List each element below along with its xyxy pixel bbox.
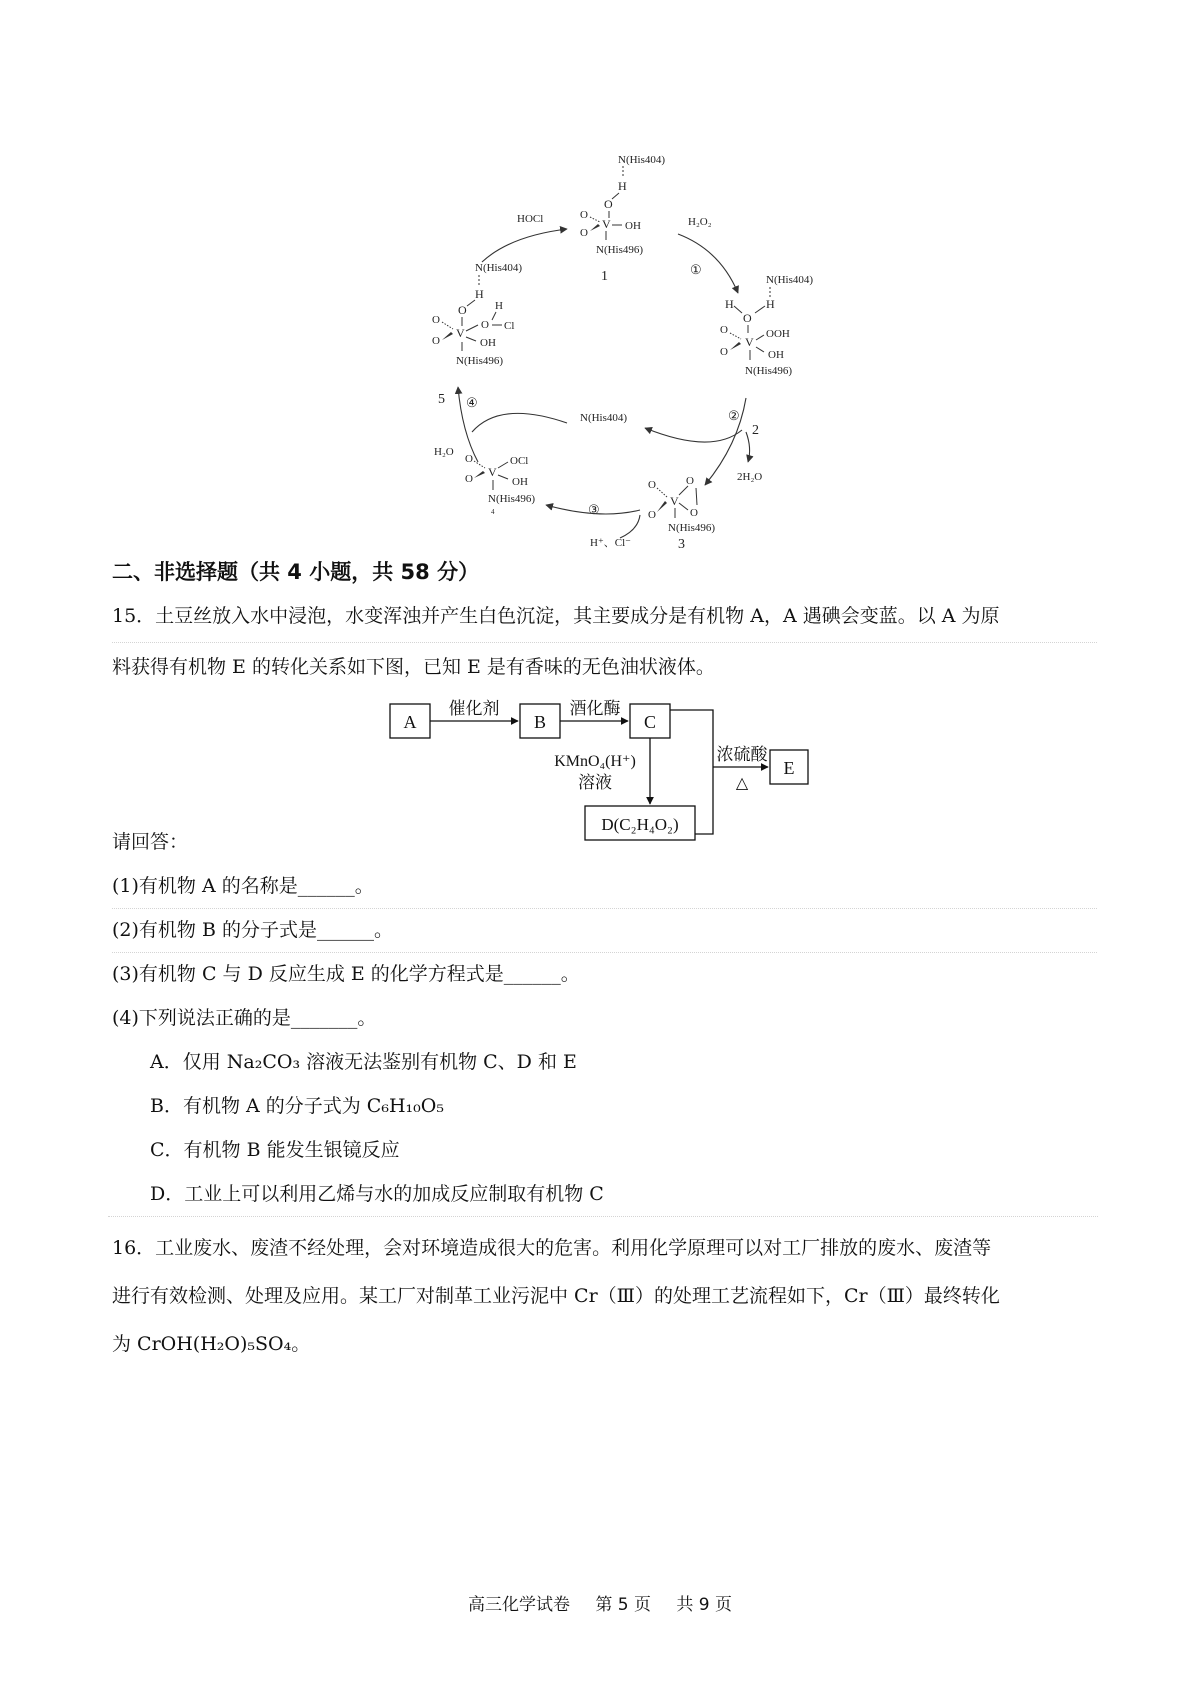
structure-1 xyxy=(580,154,665,284)
node-a: A xyxy=(403,712,417,732)
q15-sub3: (3)有机物 C 与 D 反应生成 E 的化学方程式是______。 xyxy=(112,963,580,985)
svg-text:V: V xyxy=(488,465,497,479)
step-1: ① xyxy=(690,262,702,277)
o-atom: O xyxy=(604,197,613,211)
h2o-label: H₂O xyxy=(434,446,454,458)
label-1: 1 xyxy=(601,269,608,284)
v-atom: V xyxy=(602,217,611,231)
q15-sub2: (2)有机物 B 的分子式是______。 xyxy=(112,908,1097,953)
svg-text:O: O xyxy=(743,311,752,325)
svg-text:Cl: Cl xyxy=(504,320,515,332)
q15-sub4: (4)下列说法正确的是_______。 xyxy=(112,1007,377,1029)
svg-text:O: O xyxy=(580,227,588,239)
svg-text:V: V xyxy=(670,494,679,508)
label-4: 4 xyxy=(491,508,495,516)
label-3: 3 xyxy=(678,537,685,552)
structure-2 xyxy=(720,274,813,377)
svg-text:N(His496): N(His496) xyxy=(488,493,536,505)
label-2: 2 xyxy=(752,423,759,438)
arrow-bc-label: 酒化酶 xyxy=(569,699,621,718)
svg-text:O: O xyxy=(432,314,440,326)
svg-text:O: O xyxy=(648,479,656,491)
q16-line1: 16．工业废水、废渣不经处理，会对环境造成很大的危害。利用化学原理可以对工厂排放的废水、废渣等 xyxy=(112,1237,992,1259)
structure-3 xyxy=(648,475,715,552)
svg-text:V: V xyxy=(456,326,465,340)
arrow-ab-label: 催化剂 xyxy=(448,699,500,718)
svg-text:OH: OH xyxy=(512,476,528,488)
footer-page: 第 5 页 xyxy=(595,1595,651,1615)
svg-text:N(His496): N(His496) xyxy=(456,355,504,367)
svg-text:H: H xyxy=(475,287,484,301)
svg-text:O: O xyxy=(690,507,698,519)
h-cl-label: H⁺、Cl⁻ xyxy=(590,537,631,549)
svg-text:O: O xyxy=(720,324,728,336)
svg-text:O: O xyxy=(481,319,489,331)
svg-text:OCl: OCl xyxy=(510,455,529,467)
node-e: E xyxy=(783,758,795,778)
please-answer: 请回答： xyxy=(112,831,189,853)
svg-text:OH: OH xyxy=(768,349,784,361)
q15-option-a: A．仅用 Na₂CO₃ 溶液无法鉴别有机物 C、D 和 E xyxy=(150,1051,577,1073)
his404-released-label: N(His404) xyxy=(580,412,628,424)
step-4: ④ xyxy=(466,395,478,410)
two-h2o-label: 2H₂O xyxy=(737,471,763,483)
his404-label: N(His404) xyxy=(618,154,666,166)
q15-option-d: D．工业上可以利用乙烯与水的加成反应制取有机物 C xyxy=(150,1183,604,1205)
h-atom: H xyxy=(618,179,627,193)
q15-option-b: B．有机物 A 的分子式为 C₆H₁₀O₅ xyxy=(150,1095,444,1117)
q15-option-c: C．有机物 B 能发生银镜反应 xyxy=(150,1139,400,1161)
node-c: C xyxy=(643,712,657,732)
svg-text:O: O xyxy=(458,303,467,317)
page-footer xyxy=(0,1590,1200,1615)
h2o2-label: H₂O₂ xyxy=(688,216,712,228)
step-2: ② xyxy=(728,408,740,423)
separator xyxy=(108,1216,1098,1217)
svg-text:N(His404): N(His404) xyxy=(766,274,814,286)
svg-text:H: H xyxy=(725,297,734,311)
structure-4 xyxy=(465,453,535,516)
svg-text:O: O xyxy=(720,346,728,358)
svg-text:O: O xyxy=(432,335,440,347)
step-3: ③ xyxy=(588,502,600,517)
node-d: D(C₂H₄O₂) xyxy=(601,815,679,834)
svg-text:N(His404): N(His404) xyxy=(475,262,523,274)
svg-text:O: O xyxy=(465,473,473,485)
svg-text:H: H xyxy=(495,300,503,312)
arrow-e-label: 浓硫酸 xyxy=(716,745,768,764)
q16-line3: 为 CrOH(H₂O)₅SO₄。 xyxy=(112,1333,311,1355)
svg-text:N(His496): N(His496) xyxy=(596,244,644,256)
arrow-cd-label-1: KMnO₄(H⁺) xyxy=(554,753,636,770)
hocl-label: HOCl xyxy=(517,213,544,225)
svg-text:O: O xyxy=(465,453,473,465)
svg-text:H: H xyxy=(766,297,775,311)
q16-line2: 进行有效检测、处理及应用。某工厂对制革工业污泥中 Cr（Ⅲ）的处理工艺流程如下，Cr（Ⅲ）最终转化 xyxy=(112,1285,1000,1307)
svg-text:O: O xyxy=(580,209,588,221)
svg-text:OOH: OOH xyxy=(766,328,790,340)
footer-total: 共 9 页 xyxy=(676,1595,733,1615)
footer-title: 高三化学试卷 xyxy=(467,1595,570,1615)
svg-text:N(His496): N(His496) xyxy=(745,365,793,377)
svg-text:O: O xyxy=(648,509,656,521)
section-heading: 二、非选择题（共 4 小题，共 58 分） xyxy=(112,560,480,584)
svg-text:N(His496): N(His496) xyxy=(668,522,716,534)
svg-text:OH: OH xyxy=(480,337,496,349)
node-b: B xyxy=(533,712,547,732)
q15-intro-line1: 15．土豆丝放入水中浸泡，水变浑浊并产生白色沉淀，其主要成分是有机物 A，A 遇碘会变蓝。以 A 为原 xyxy=(112,605,1000,627)
arrow-e-condition: △ xyxy=(735,775,749,792)
svg-text:OH: OH xyxy=(625,220,641,232)
structure-5 xyxy=(432,262,522,367)
svg-text:V: V xyxy=(745,335,754,349)
label-5: 5 xyxy=(438,392,445,407)
catalytic-cycle-diagram xyxy=(0,0,1200,560)
svg-text:O: O xyxy=(686,475,694,487)
q15-sub1: (1)有机物 A 的名称是______。 xyxy=(112,864,1097,909)
q15-intro-line2: 料获得有机物 E 的转化关系如下图，已知 E 是有香味的无色油状液体。 xyxy=(112,642,1097,691)
arrow-cd-label-2: 溶液 xyxy=(578,773,612,792)
